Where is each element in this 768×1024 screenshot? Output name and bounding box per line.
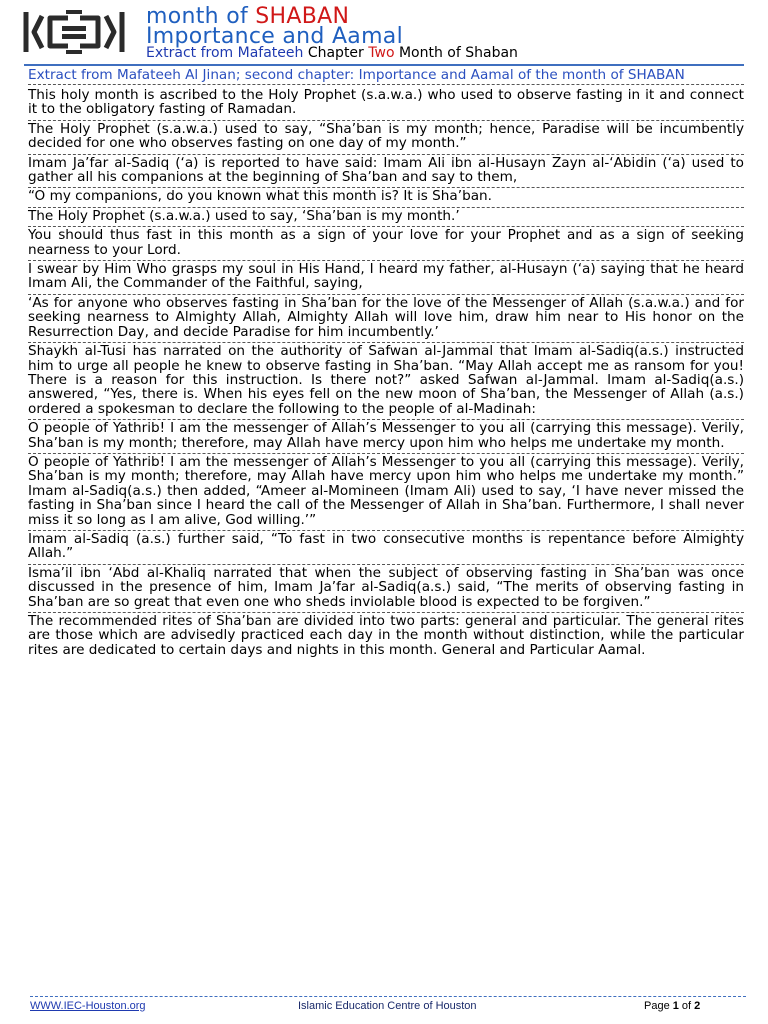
paragraph: “O my companions, do you known what this month is? It is Sha’ban. [28, 188, 744, 207]
page-number [644, 1000, 700, 1012]
page-prefix: Page [644, 1000, 673, 1012]
paragraph: O people of Yathrib! I am the messenger of Allah’s Messenger to you all (carrying this message). Verily, Sha’ban is my month; therefore, may Allah have mercy upon him who helps me undertake my month.” Imam al-Sadiq(a.s.) then added, “Ameer al-Momineen (Imam Ali) used to say, ‘I have never missed the fasting in Sha’ban since I heard the call of the Messenger of Allah in Sha’ban. Furthermore, I shall never miss it so long as I am alive, God willing.’” [28, 454, 744, 531]
paragraph: The recommended rites of Sha’ban are divided into two parts: general and particular. The general rites are those which are advisedly practiced each day in the month without distinction, while the particular rites are dedicated to certain days and nights in this month. General and Particular Aamal. [28, 613, 744, 658]
subtitle-part1: Extract from Mafateeh [146, 45, 308, 61]
paragraph: The Holy Prophet (s.a.w.a.) used to say, ‘Sha’ban is my month.’ [28, 208, 744, 227]
page-title-line2: Importance and Aamal [146, 24, 404, 49]
intro-text: Extract from Mafateeh Al Jinan; second chapter: Importance and Aamal of the month of SHABAN [28, 68, 744, 85]
paragraph: The Holy Prophet (s.a.w.a.) used to say, “Sha’ban is my month; hence, Paradise will be incumbently decided for one who observes fasting on one day of my month.” [28, 121, 744, 155]
paragraph: Isma’il ibn ‘Abd al-Khaliq narrated that when the subject of observing fasting in Sha’ban was once discussed in the presence of him, Imam Ja’far al-Sadiq(a.s.) said, “The merits of observing fasting in Sha’ban are so great that even one who sheds inviolable blood is expected to be forgiven.” [28, 565, 744, 613]
paragraph: Shaykh al-Tusi has narrated on the authority of Safwan al-Jammal that Imam al-Sadiq(a.s.) instructed him to urge all people he knew to observe fasting in Sha’ban. “May Allah accept me as ransom for you! There is a reason for this instruction. Is there not?” asked Safwan al-Jammal. Imam al-Sadiq(a.s.) answered, “Yes, there is. When his eyes fell on the new moon of Sha’ban, the Messenger of Allah (a.s.) ordered a spokesman to declare the following to the people of al-Madinah: [28, 343, 744, 420]
footer-divider [30, 996, 746, 997]
subtitle-part3: Two [368, 45, 395, 61]
title-prefix: month of [146, 4, 256, 29]
paragraph: Imam al-Sadiq (a.s.) further said, “To fast in two consecutive months is repentance before Almighty Allah.” [28, 531, 744, 565]
page-of: of [678, 1000, 695, 1012]
iec-logo-icon [22, 8, 126, 56]
paragraph: I swear by Him Who grasps my soul in His Hand, I heard my father, al-Husayn (‘a) saying that he heard Imam Ali, the Commander of the Faithful, saying, [28, 261, 744, 295]
footer-website-link[interactable]: WWW.IEC-Houston.org [30, 1000, 146, 1012]
page-header [0, 0, 768, 64]
footer-organization: Islamic Education Centre of Houston [298, 1000, 477, 1012]
header-divider [24, 64, 744, 66]
document-body [28, 68, 744, 660]
subtitle-part2: Chapter [307, 45, 369, 61]
page-subtitle [146, 45, 518, 61]
paragraph: ‘As for anyone who observes fasting in Sha’ban for the love of the Messenger of Allah (s.a.w.a.) and for seeking nearness to Almighty Allah, Almighty Allah will love him, draw him near to His honor on the Resurrection Day, and decide Paradise for him incumbently.’ [28, 295, 744, 343]
paragraph: You should thus fast in this month as a sign of your love for your Prophet and as a sign of seeking nearness to your Lord. [28, 227, 744, 261]
paragraph: This holy month is ascribed to the Holy Prophet (s.a.w.a.) who used to observe fasting in it and connect it to the obligatory fasting of Ramadan. [28, 87, 744, 121]
paragraph: O people of Yathrib! I am the messenger of Allah’s Messenger to you all (carrying this message). Verily, Sha’ban is my month; therefore, may Allah have mercy upon him who helps me undertake my month. [28, 420, 744, 454]
page-current: 1 [672, 1000, 679, 1012]
title-highlight: SHABAN [255, 4, 350, 29]
subtitle-part4: Month of Shaban [394, 45, 518, 61]
paragraph: Imam Ja’far al-Sadiq (‘a) is reported to have said: Imam Ali ibn al-Husayn Zayn al-‘Abidin (‘a) used to gather all his companions at the beginning of Sha’ban and say to them, [28, 155, 744, 189]
page-total: 2 [694, 1000, 701, 1012]
